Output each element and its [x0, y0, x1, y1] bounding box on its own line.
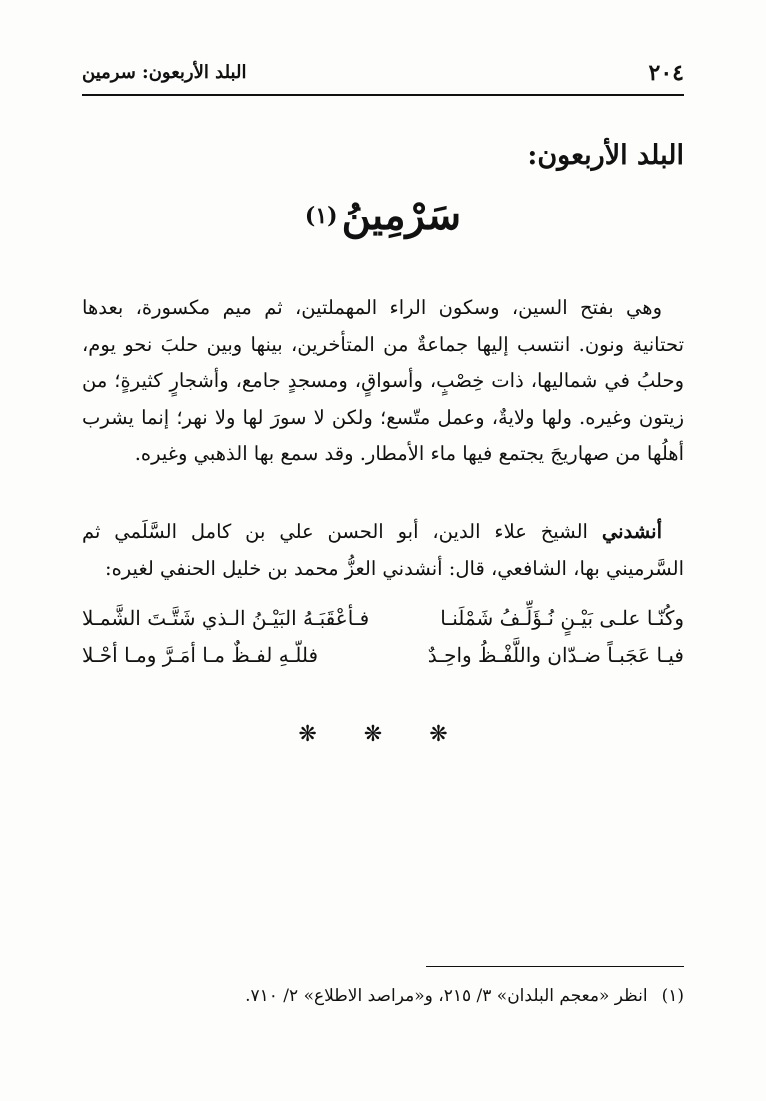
paragraph-recitation: [82, 514, 684, 587]
running-title: البلد الأربعون: سرمين: [82, 62, 247, 83]
header-divider: [82, 94, 684, 96]
poem-verse: [82, 606, 684, 642]
verse-first-hemistich: فيـا عَجَبـاً ضـدّان واللَّفْـظُ واحِـدٌ: [427, 643, 684, 667]
verse-second-hemistich: فللّـهِ لفـظٌ مـا أمَـرَّ ومـا أحْـلا: [82, 643, 319, 667]
footnote-divider: [426, 966, 684, 967]
footnote-text: انظر «معجم البلدان» ٣/ ٢١٥، و«مراصد الاطلاع» ٢/ ٧١٠.: [245, 986, 648, 1006]
chapter-title: [82, 192, 684, 239]
paragraph-description: [82, 290, 684, 473]
section-label: البلد الأربعون:: [527, 140, 684, 171]
paragraph2-lead: أنشدني: [601, 520, 662, 543]
footnote: [245, 986, 684, 1006]
verse-second-hemistich: فـأعْقَبَـهُ البَيْـنُ الـذي شَتَّـتَ الشَّمـلا: [82, 606, 370, 630]
page-number: ٢٠٤: [648, 60, 684, 86]
paragraph2-text: الشيخ علاء الدين، أبو الحسن علي بن كامل السَّلَمي ثم السَّرميني بها، الشافعي، قال: أنشدني العزُّ محمد بن خليل الحنفي لغيره:: [82, 520, 684, 580]
paragraph1-text: وهي بفتح السين، وسكون الراء المهملتين، ثم ميم مكسورة، بعدها تحتانية ونون. انتسب إليها جماعةٌ من المتأخرين، بينها وبين حلبَ نحو يوم، وحلبُ في شماليها، ذات خِصْبٍ، وأسواقٍ، ومسجدٍ جامع، وأشجارٍ كثيرةٍ؛ من زيتون وغيره. ولها ولايةٌ، وعمل متّسع؛ ولكن لا سورَ لها ولا نهر؛ إنما يشرب أهلُها من صهاريجَ يجتمع فيها ماء الأمطار. وقد سمع بها الذهبي وغيره.: [82, 296, 684, 465]
title-footnote-ref[interactable]: (١): [304, 202, 338, 229]
poem-verse: [82, 643, 684, 679]
section-separator-stars: ❋ ❋ ❋: [298, 722, 468, 747]
page-header: [82, 56, 684, 94]
verse-first-hemistich: وكُنّـا علـى بَيْـنٍ نُـؤَلِّـفُ شَمْلَنـا: [440, 606, 684, 630]
footnote-number: (١): [661, 986, 684, 1006]
title-text: سَرْمِينُ: [341, 192, 462, 239]
